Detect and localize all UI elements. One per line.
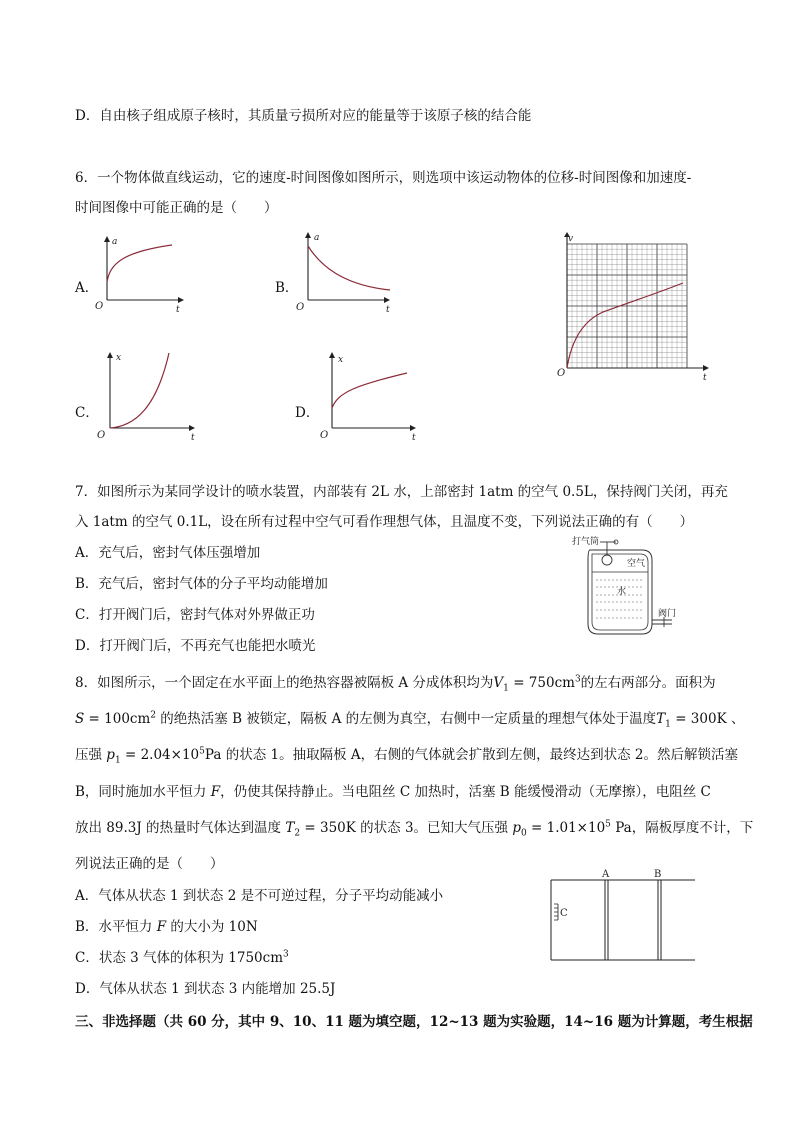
q6-graph-c <box>92 350 197 442</box>
svg-text:t: t <box>703 373 707 383</box>
svg-text:打气筒: 打气筒 <box>572 537 600 547</box>
q6-option-d-label: D． <box>295 405 320 421</box>
svg-text:a: a <box>314 233 320 243</box>
svg-text:a: a <box>112 237 118 247</box>
svg-text:O: O <box>296 302 305 313</box>
svg-text:t: t <box>386 305 390 315</box>
q8-option-d: D．气体从状态 1 到状态 3 内能增加 25.5J <box>75 981 336 997</box>
q8-option-b: B．水平恒力 F 的大小为 10N <box>75 919 258 935</box>
q8-container-figure <box>548 868 698 964</box>
q7-stem-line1: 7．如图所示为某同学设计的喷水装置，内部装有 2L 水，上部密封 1atm 的空气 0.5L，保持阀门关闭，再充 <box>75 484 728 500</box>
q7-option-c: C．打开阀门后，密封气体对外界做正功 <box>75 607 315 623</box>
q6-graph-d <box>312 350 420 442</box>
q8-stem-line6: 列说法正确的是（ ） <box>75 856 224 872</box>
svg-text:x: x <box>116 353 122 363</box>
q8-stem-line1: 8．如图所示，一个固定在水平面上的绝热容器被隔板 A 分成体积均为$V_1 = 750cm^3$的左右两部分。面积为 <box>75 674 716 694</box>
q6-stem-line2: 时间图像中可能正确的是（ ） <box>75 200 278 216</box>
svg-text:阀门: 阀门 <box>658 609 677 619</box>
q7-stem-line2: 入 1atm 的空气 0.1L，设在所有过程中空气可看作理想气体，且温度不变，下列说法正确的有（ ） <box>75 514 694 530</box>
svg-text:A: A <box>602 869 610 880</box>
q8-option-c: C．状态 3 气体的体积为 $1750cm^3$ <box>75 949 289 966</box>
svg-text:t: t <box>412 433 416 443</box>
q7-option-d: D．打开阀门后，不再充气也能把水喷光 <box>75 638 316 654</box>
q7-option-a: A．充气后，密封气体压强增加 <box>75 545 261 561</box>
q6-option-b-label: B． <box>275 280 299 296</box>
section-3-heading: 三、非选择题（共 60 分，其中 9、10、11 题为填空题，12~13 题为实验题，14~16 题为计算题，考生根据 <box>75 1014 753 1030</box>
q8-option-a: A．气体从状态 1 到状态 2 是不可逆过程，分子平均动能减小 <box>75 888 444 904</box>
vt-grid <box>567 244 687 368</box>
q6-option-a-label: A． <box>75 280 99 296</box>
svg-text:O: O <box>97 430 106 441</box>
svg-text:t: t <box>176 305 180 315</box>
q6-vt-graph <box>555 232 715 382</box>
svg-text:v: v <box>568 234 574 244</box>
q8-stem-line4: B，同时施加水平恒力 F，仍使其保持静止。当电阻丝 C 加热时，活塞 B 能缓慢滑动（无摩擦），电阻丝 C <box>75 784 711 800</box>
q5-option-d: D．自由核子组成原子核时，其质量亏损所对应的能量等于该原子核的结合能 <box>75 108 532 124</box>
q6-stem-line1: 6．一个物体做直线运动，它的速度-时间图像如图所示，则选项中该运动物体的位移-时间图像和加速度- <box>75 170 692 186</box>
svg-text:C: C <box>560 908 568 919</box>
svg-text:O: O <box>557 368 566 379</box>
q8-stem-line3: 压强 $p_1 = 2.04\times 10^5Pa$ 的状态 1。抽取隔板 A，右侧的气体就会扩散到左侧，最终达到状态 2。然后解锁活塞 <box>75 746 738 766</box>
q6-graph-b <box>292 230 392 314</box>
svg-text:t: t <box>191 433 195 443</box>
q7-option-b: B．充气后，密封气体的分子平均动能增加 <box>75 576 328 592</box>
svg-text:O: O <box>95 301 104 312</box>
svg-text:O: O <box>320 430 329 441</box>
q8-stem-line5: 放出 89.3J 的热量时气体达到温度 $T_2 = 350K$ 的状态 3。已知大气压强 $p_0 = 1.01\times 10^5$ Pa，隔板厚度不计，下 <box>75 819 754 839</box>
q6-option-c-label: C． <box>75 405 99 421</box>
q7-sprayer-figure <box>572 532 692 642</box>
q8-stem-line2: $S = 100cm^2$ 的绝热活塞 B 被锁定，隔板 A 的左侧为真空，右侧中一定质量的理想气体处于温度$T_1 = 300K$ 、 <box>75 710 745 730</box>
svg-text:空气: 空气 <box>627 559 646 569</box>
svg-text:x: x <box>338 355 344 365</box>
q6-graph-a <box>92 234 187 314</box>
svg-text:水: 水 <box>617 587 627 597</box>
svg-text:B: B <box>654 869 662 880</box>
